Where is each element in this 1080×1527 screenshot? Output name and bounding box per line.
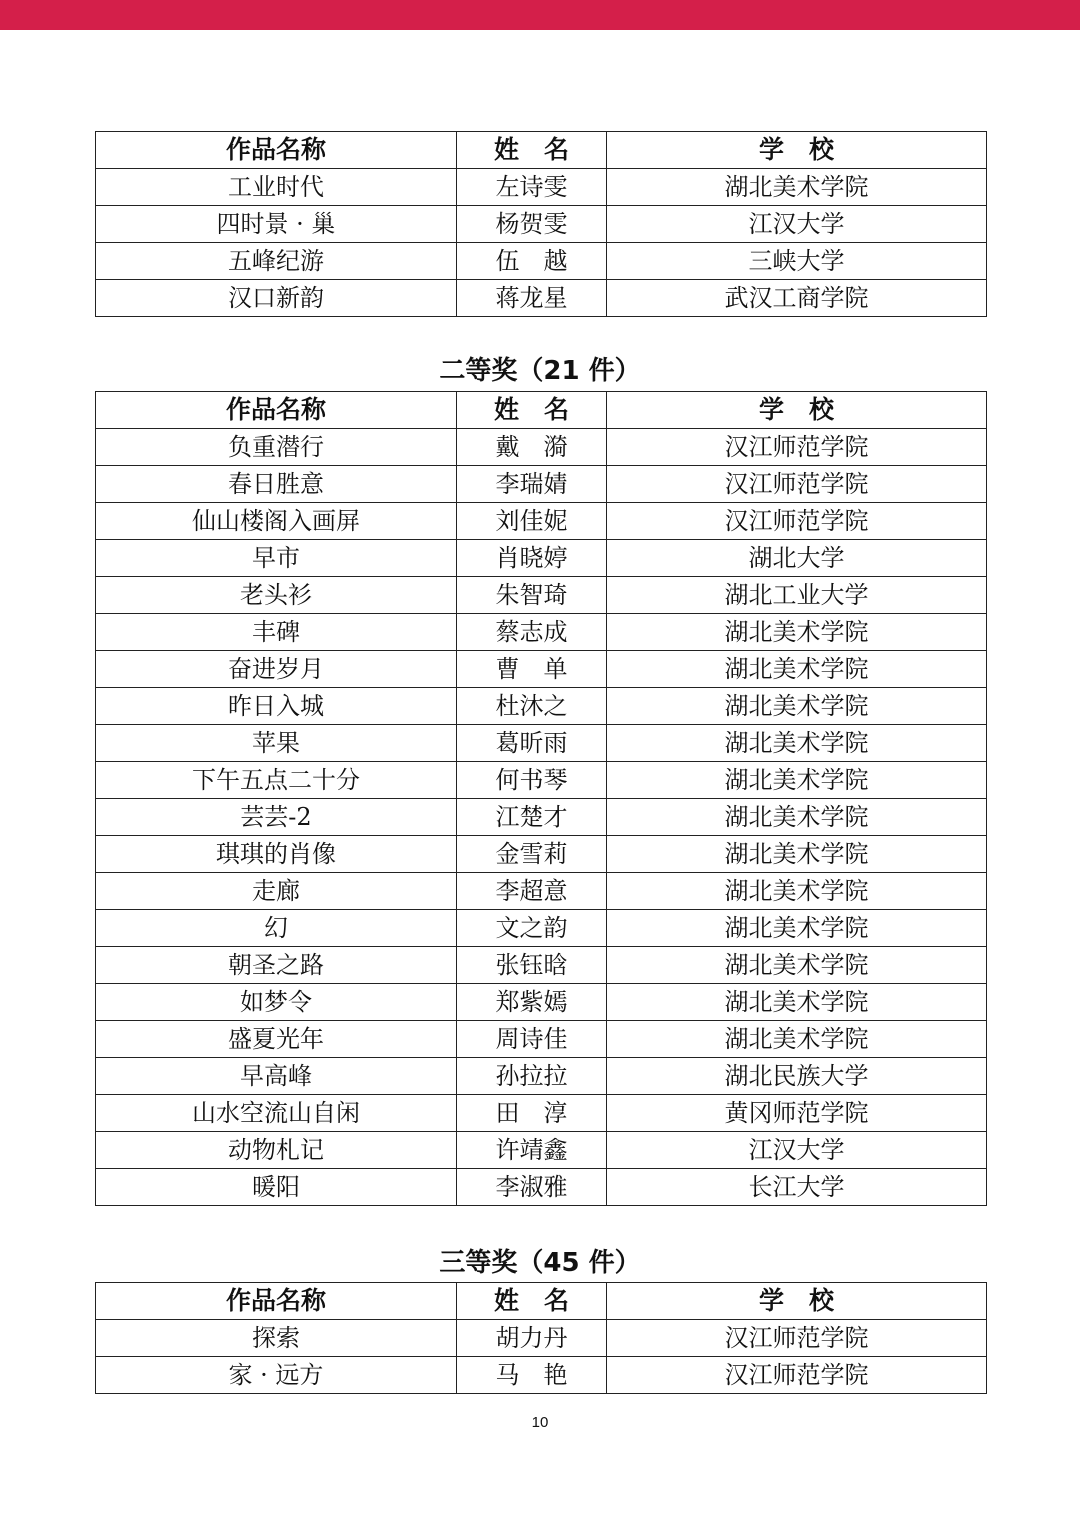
author-name-cell: 肖晓婷: [457, 540, 607, 577]
table-row: [96, 688, 987, 725]
work-title-cell: 丰碑: [96, 614, 457, 651]
table-row: [96, 725, 987, 762]
work-title-cell: 早市: [96, 540, 457, 577]
school-cell: 三峡大学: [607, 243, 987, 280]
work-title-cell: 早高峰: [96, 1058, 457, 1095]
author-name-cell: 李淑雅: [457, 1169, 607, 1206]
table-row: [96, 1320, 987, 1357]
table-row: [96, 243, 987, 280]
author-name-cell: 伍 越: [457, 243, 607, 280]
work-title-cell: 老头衫: [96, 577, 457, 614]
header-school: 学 校: [607, 392, 987, 429]
work-title-cell: 昨日入城: [96, 688, 457, 725]
header-name: 姓 名: [457, 1283, 607, 1320]
table-row: [96, 651, 987, 688]
work-title-cell: 幻: [96, 910, 457, 947]
header-title: 作品名称: [96, 132, 457, 169]
work-title-cell: 四时景 · 巢: [96, 206, 457, 243]
table-row: [96, 836, 987, 873]
school-cell: 汉江师范学院: [607, 1357, 987, 1394]
table-row: [96, 280, 987, 317]
author-name-cell: 马 艳: [457, 1357, 607, 1394]
table-header-row: [96, 132, 987, 169]
author-name-cell: 金雪莉: [457, 836, 607, 873]
school-cell: 汉江师范学院: [607, 1320, 987, 1357]
author-name-cell: 何书琴: [457, 762, 607, 799]
school-cell: 汉江师范学院: [607, 429, 987, 466]
work-title-cell: 奋进岁月: [96, 651, 457, 688]
school-cell: 湖北美术学院: [607, 984, 987, 1021]
table-row: [96, 1132, 987, 1169]
second-prize-title: 二等奖（21 件）: [439, 356, 641, 386]
first-prize-table: [95, 131, 987, 317]
table-row: [96, 1095, 987, 1132]
work-title-cell: 动物札记: [96, 1132, 457, 1169]
header-name: 姓 名: [457, 392, 607, 429]
school-cell: 湖北美术学院: [607, 910, 987, 947]
author-name-cell: 田 淳: [457, 1095, 607, 1132]
author-name-cell: 戴 漪: [457, 429, 607, 466]
work-title-cell: 苹果: [96, 725, 457, 762]
table-row: [96, 947, 987, 984]
author-name-cell: 左诗雯: [457, 169, 607, 206]
school-cell: 湖北美术学院: [607, 688, 987, 725]
school-cell: 汉江师范学院: [607, 503, 987, 540]
school-cell: 江汉大学: [607, 1132, 987, 1169]
author-name-cell: 孙拉拉: [457, 1058, 607, 1095]
table-row: [96, 873, 987, 910]
work-title-cell: 五峰纪游: [96, 243, 457, 280]
work-title-cell: 仙山楼阁入画屏: [96, 503, 457, 540]
author-name-cell: 蒋龙星: [457, 280, 607, 317]
work-title-cell: 琪琪的肖像: [96, 836, 457, 873]
author-name-cell: 蔡志成: [457, 614, 607, 651]
author-name-cell: 葛昕雨: [457, 725, 607, 762]
table-row: [96, 1021, 987, 1058]
author-name-cell: 曹 单: [457, 651, 607, 688]
work-title-cell: 工业时代: [96, 169, 457, 206]
table-row: [96, 984, 987, 1021]
author-name-cell: 李瑞婧: [457, 466, 607, 503]
work-title-cell: 山水空流山自闲: [96, 1095, 457, 1132]
school-cell: 湖北美术学院: [607, 836, 987, 873]
school-cell: 湖北民族大学: [607, 1058, 987, 1095]
top-color-bar: [0, 0, 1080, 30]
header-school: 学 校: [607, 132, 987, 169]
school-cell: 湖北大学: [607, 540, 987, 577]
author-name-cell: 张钰晗: [457, 947, 607, 984]
table-header-row: [96, 1283, 987, 1320]
page-number: 10: [531, 1414, 549, 1431]
school-cell: 湖北美术学院: [607, 725, 987, 762]
author-name-cell: 江楚才: [457, 799, 607, 836]
school-cell: 湖北美术学院: [607, 651, 987, 688]
table-row: [96, 540, 987, 577]
school-cell: 汉江师范学院: [607, 466, 987, 503]
table-row: [96, 1357, 987, 1394]
school-cell: 湖北工业大学: [607, 577, 987, 614]
school-cell: 武汉工商学院: [607, 280, 987, 317]
table-row: [96, 762, 987, 799]
author-name-cell: 李超意: [457, 873, 607, 910]
author-name-cell: 周诗佳: [457, 1021, 607, 1058]
school-cell: 湖北美术学院: [607, 873, 987, 910]
header-title: 作品名称: [96, 1283, 457, 1320]
author-name-cell: 杨贺雯: [457, 206, 607, 243]
author-name-cell: 朱智琦: [457, 577, 607, 614]
table-row: [96, 206, 987, 243]
work-title-cell: 春日胜意: [96, 466, 457, 503]
work-title-cell: 暖阳: [96, 1169, 457, 1206]
table-row: [96, 799, 987, 836]
school-cell: 湖北美术学院: [607, 762, 987, 799]
school-cell: 湖北美术学院: [607, 947, 987, 984]
header-name: 姓 名: [457, 132, 607, 169]
author-name-cell: 郑紫嫣: [457, 984, 607, 1021]
author-name-cell: 许靖鑫: [457, 1132, 607, 1169]
work-title-cell: 走廊: [96, 873, 457, 910]
school-cell: 长江大学: [607, 1169, 987, 1206]
school-cell: 湖北美术学院: [607, 169, 987, 206]
table-row: [96, 1169, 987, 1206]
work-title-cell: 下午五点二十分: [96, 762, 457, 799]
table-row: [96, 910, 987, 947]
table-row: [96, 503, 987, 540]
work-title-cell: 芸芸-2: [96, 799, 457, 836]
table-row: [96, 466, 987, 503]
header-title: 作品名称: [96, 392, 457, 429]
author-name-cell: 刘佳妮: [457, 503, 607, 540]
work-title-cell: 如梦令: [96, 984, 457, 1021]
third-prize-table: [95, 1282, 987, 1394]
table-row: [96, 429, 987, 466]
work-title-cell: 盛夏光年: [96, 1021, 457, 1058]
author-name-cell: 文之韵: [457, 910, 607, 947]
school-cell: 江汉大学: [607, 206, 987, 243]
second-prize-table: [95, 391, 987, 1206]
work-title-cell: 汉口新韵: [96, 280, 457, 317]
table-row: [96, 577, 987, 614]
work-title-cell: 探索: [96, 1320, 457, 1357]
header-school: 学 校: [607, 1283, 987, 1320]
work-title-cell: 负重潜行: [96, 429, 457, 466]
school-cell: 湖北美术学院: [607, 614, 987, 651]
work-title-cell: 家 · 远方: [96, 1357, 457, 1394]
school-cell: 黄冈师范学院: [607, 1095, 987, 1132]
table-row: [96, 614, 987, 651]
table-row: [96, 1058, 987, 1095]
table-row: [96, 169, 987, 206]
author-name-cell: 杜沐之: [457, 688, 607, 725]
third-prize-title: 三等奖（45 件）: [439, 1248, 641, 1278]
table-header-row: [96, 392, 987, 429]
work-title-cell: 朝圣之路: [96, 947, 457, 984]
author-name-cell: 胡力丹: [457, 1320, 607, 1357]
school-cell: 湖北美术学院: [607, 799, 987, 836]
school-cell: 湖北美术学院: [607, 1021, 987, 1058]
